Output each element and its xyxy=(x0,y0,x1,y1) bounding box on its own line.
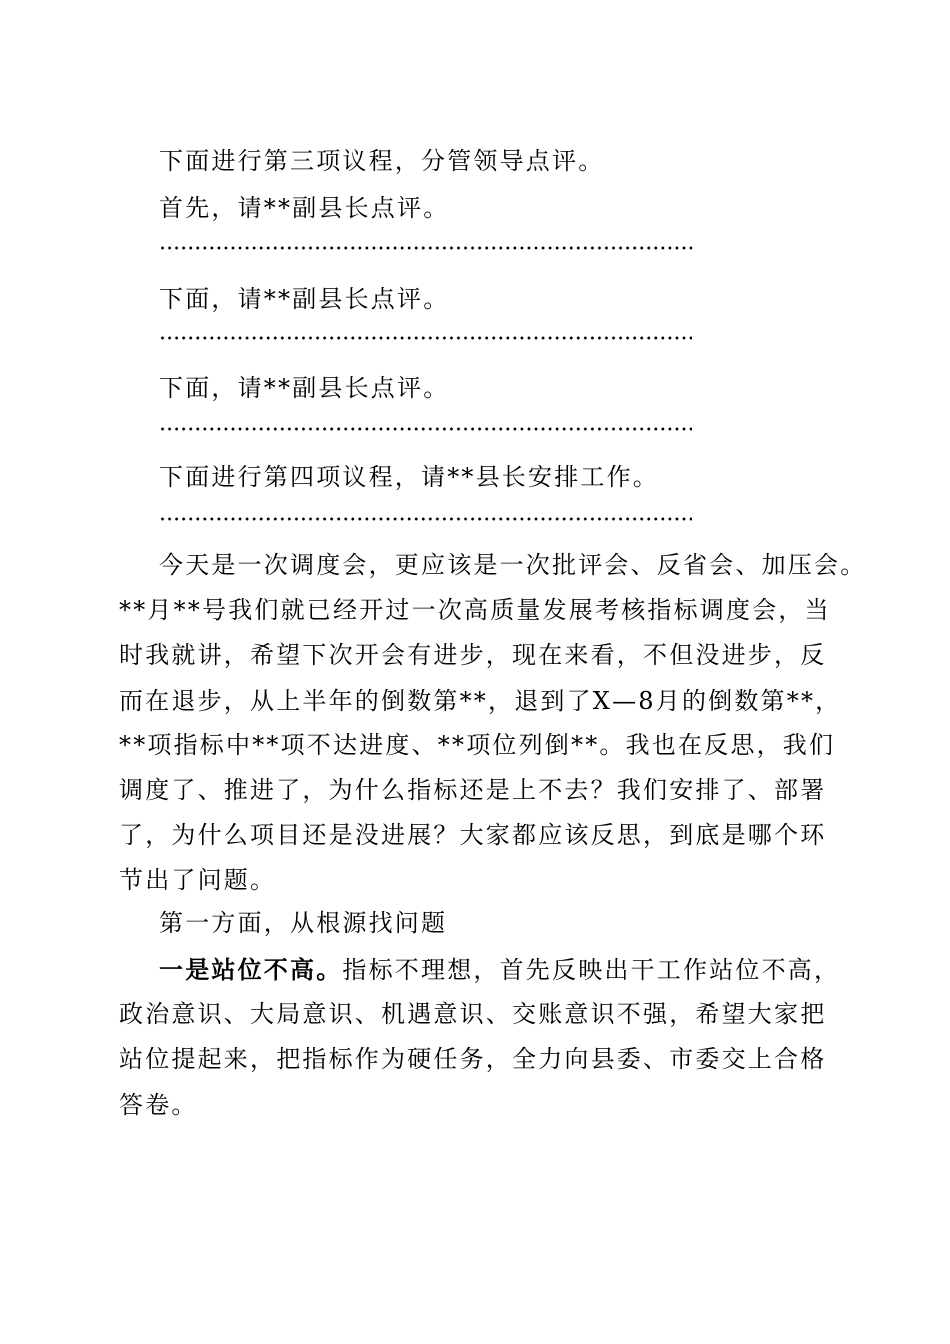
paragraph-line: 调度了、推进了，为什么指标还是上不去？我们安排了、部署 xyxy=(119,776,827,804)
agenda-item-4: 下面进行第四项议程，请**县长安排工作。 xyxy=(159,463,659,491)
ellipsis-divider xyxy=(159,427,692,431)
ellipsis-divider xyxy=(159,246,692,250)
paragraph-line: 答卷。 xyxy=(119,1091,198,1119)
ellipsis-divider xyxy=(159,336,692,340)
agenda-item-3: 下面进行第三项议程，分管领导点评。 xyxy=(159,147,605,175)
first-comment-line: 首先，请**副县长点评。 xyxy=(159,194,450,222)
point-1-line xyxy=(159,955,840,985)
paragraph-line: 了，为什么项目还是没进展？大家都应该反思，到底是哪个环 xyxy=(119,821,827,849)
paragraph-line: 站位提起来，把指标作为硬任务，全力向县委、市委交上合格 xyxy=(119,1045,827,1073)
paragraph-line: **月**号我们就已经开过一次高质量发展考核指标调度会，当 xyxy=(119,596,831,624)
paragraph-line: 政治意识、大局意识、机遇意识、交账意识不强，希望大家把 xyxy=(119,1000,827,1028)
paragraph-line: 时我就讲，希望下次开会有进步，现在来看，不但没进步，反 xyxy=(119,641,827,669)
point-1-lead: 一是站位不高。 xyxy=(159,955,343,984)
ellipsis-divider xyxy=(159,517,692,521)
paragraph-line: **项指标中**项不达进度、**项位列倒**。我也在反思，我们 xyxy=(119,731,836,759)
next-comment-line-1: 下面，请**副县长点评。 xyxy=(159,285,450,313)
point-1-text: 指标不理想，首先反映出干工作站位不高， xyxy=(342,956,841,984)
paragraph-line: 今天是一次调度会，更应该是一次批评会、反省会、加压会。 xyxy=(159,551,867,579)
paragraph-line: 节出了问题。 xyxy=(119,866,277,894)
next-comment-line-2: 下面，请**副县长点评。 xyxy=(159,374,450,402)
paragraph-line: 而在退步，从上半年的倒数第**，退到了X—8月的倒数第**， xyxy=(119,687,842,715)
section-heading: 第一方面，从根源找问题 xyxy=(159,909,448,937)
